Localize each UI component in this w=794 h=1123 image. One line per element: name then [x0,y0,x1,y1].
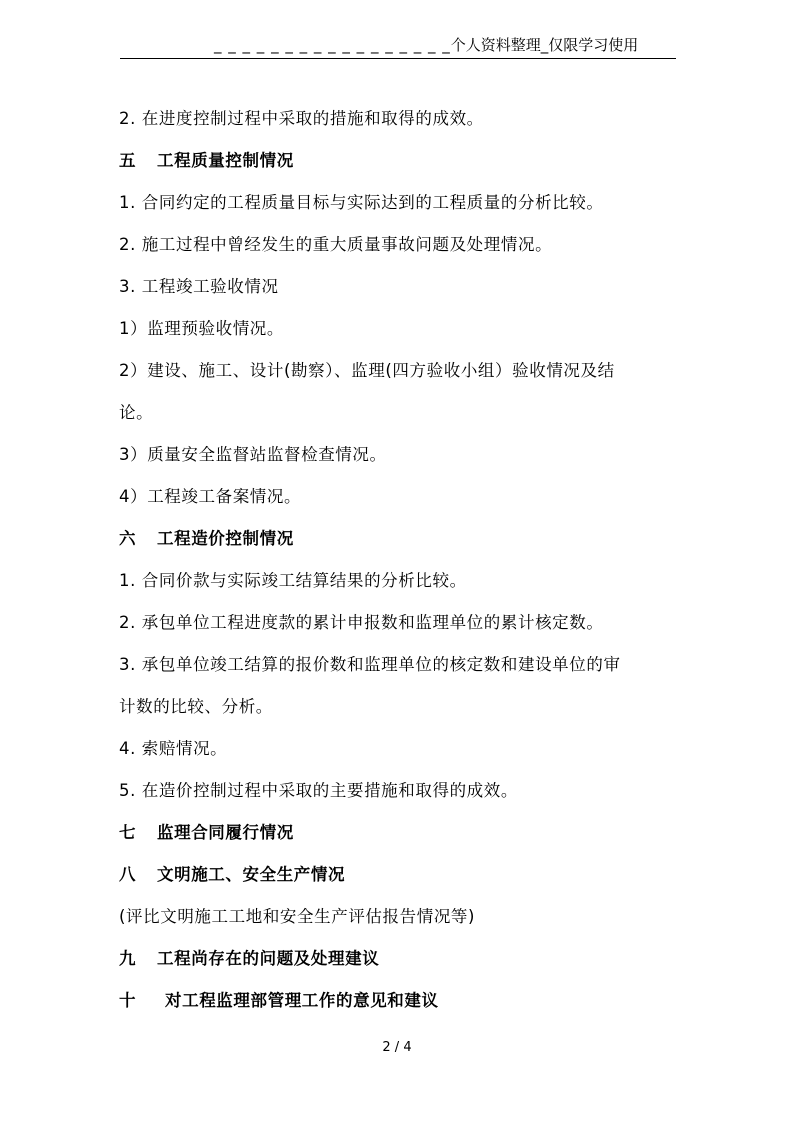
body-line: 2. 施工过程中曾经发生的重大质量事故问题及处理情况。 [119,235,553,254]
section-heading [119,140,679,182]
section-title: 工程尚存在的问题及处理建议 [157,949,380,968]
body-line: 3）质量安全监督站监督检查情况。 [119,445,387,464]
section-number: 十 [119,991,137,1010]
body-line: 计数的比较、分析。 [119,697,273,716]
body-line: 5. 在造价控制过程中采取的主要措施和取得的成效。 [119,781,518,800]
header-dashes: _ _ _ _ _ _ _ _ _ _ _ _ _ _ _ _ _ [214,36,451,54]
section-number: 六 [119,529,137,548]
section-title: 监理合同履行情况 [157,823,294,842]
section-heading [119,980,679,1022]
section-title: 工程质量控制情况 [157,151,294,170]
section-heading [119,938,679,980]
body-line: 4. 索赔情况。 [119,739,228,758]
section-title: 对工程监理部管理工作的意见和建议 [165,991,439,1010]
body-line: 1. 合同价款与实际竣工结算结果的分析比较。 [119,571,467,590]
body-line: 2）建设、施工、设计(勘察）、监理(四方验收小组）验收情况及结 [119,361,615,380]
body-line: 4）工程竣工备案情况。 [119,487,302,506]
section-title: 工程造价控制情况 [157,529,294,548]
section-heading [119,812,679,854]
page-header [214,34,639,58]
body-line: 3. 工程竣工验收情况 [119,277,279,296]
body-line: 论。 [119,403,154,422]
section-number: 五 [119,151,137,170]
body-line: 1）监理预验收情况。 [119,319,284,338]
body-line: 1. 合同约定的工程质量目标与实际达到的工程质量的分析比较。 [119,193,604,212]
section-title: 文明施工、安全生产情况 [157,865,346,884]
body-line: 2. 承包单位工程进度款的累计申报数和监理单位的累计核定数。 [119,613,604,632]
section-number: 八 [119,865,137,884]
header-text: 个人资料整理_仅限学习使用 [450,36,639,54]
body-line: (评比文明施工工地和安全生产评估报告情况等) [119,907,476,926]
section-number: 九 [119,949,137,968]
page-number: 2 / 4 [382,1040,412,1055]
section-number: 七 [119,823,137,842]
document-body [119,98,679,1022]
section-heading [119,854,679,896]
body-line: 2. 在进度控制过程中采取的措施和取得的成效。 [119,109,484,128]
header-rule [120,58,676,59]
body-line: 3. 承包单位竣工结算的报价数和监理单位的核定数和建设单位的审 [119,655,621,674]
section-heading [119,518,679,560]
